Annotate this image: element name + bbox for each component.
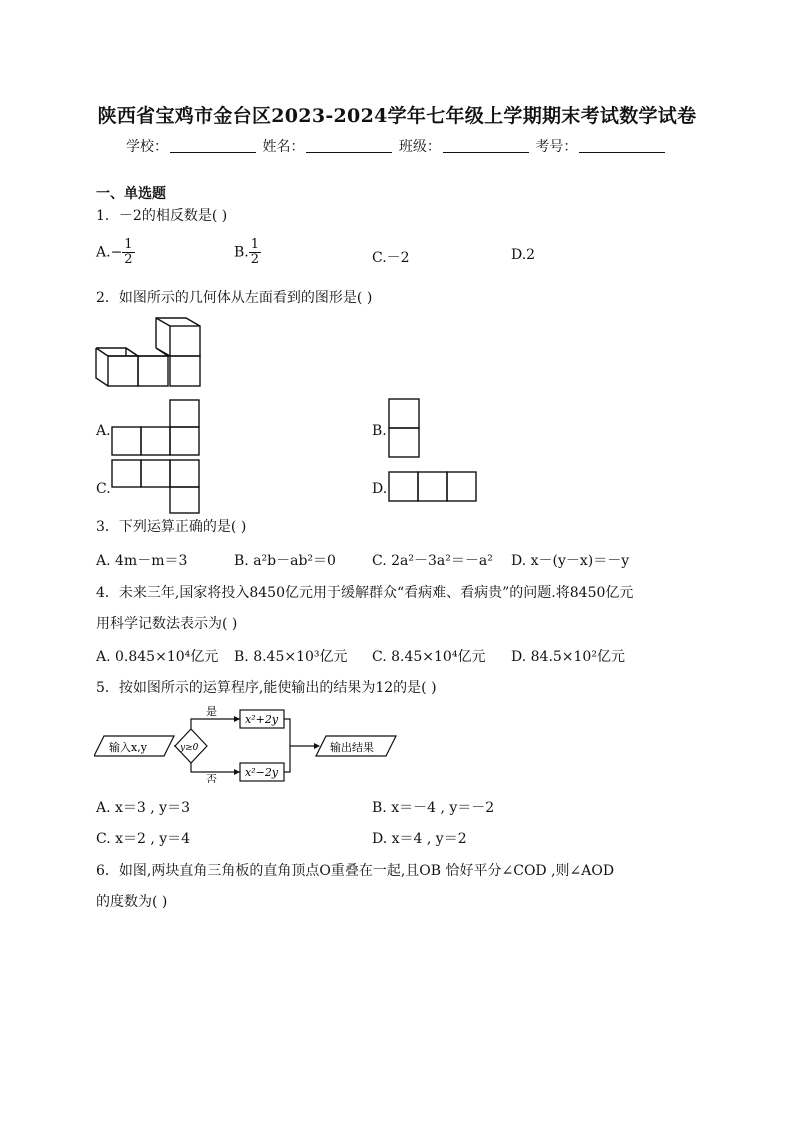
q1-option-a: A.− $\frac{1}{2}$ (96, 237, 133, 267)
class-blank (443, 152, 529, 153)
school-blank (170, 152, 256, 153)
question-5-stem: 5．按如图所示的运算程序,能使输出的结果为12的是( ) (96, 680, 437, 696)
question-4-stem-line2: 用科学记数法表示为( ) (96, 616, 238, 632)
flow-no-expr: x²−2y (245, 766, 279, 779)
q1-option-d: D.2 (511, 247, 536, 263)
student-info-line (126, 136, 667, 156)
name-label: 姓名： (262, 139, 305, 155)
number-label: 考号： (535, 139, 578, 155)
q2-option-c-figure (110, 458, 202, 516)
q5-option-c: C. x＝2 , y＝4 (96, 831, 191, 847)
q2-option-d-figure (387, 470, 479, 504)
name-blank (306, 152, 392, 153)
flow-output-text: 输出结果 (330, 741, 374, 754)
question-4-stem-line1: 4．未来三年,国家将投入8450亿元用于缓解群众“看病难、看病贵”的问题.将8450亿元 (96, 585, 634, 601)
question-1-stem: 1．－2的相反数是( ) (96, 208, 228, 224)
q2-option-a-figure (110, 399, 202, 459)
q4-option-a: A. 0.845×10⁴亿元 (96, 649, 219, 665)
q2-option-b-label: B. (372, 423, 387, 439)
q3-option-a: A. 4m－m＝3 (96, 553, 188, 569)
q1-option-b: B. $\frac{1}{2}$ (234, 237, 260, 267)
q2-option-c-label: C. (96, 481, 111, 497)
q2-option-b-figure (387, 397, 423, 459)
q3-option-c: C. 2a²－3a²＝－a² (372, 553, 493, 569)
page-title: 陕西省宝鸡市金台区2023-2024学年七年级上学期期末考试数学试卷 (97, 105, 697, 127)
question-3-stem: 3．下列运算正确的是( ) (96, 519, 247, 535)
q5-option-d: D. x＝4 , y＝2 (372, 831, 467, 847)
q3-option-b: B. a²b－ab²＝0 (234, 553, 336, 569)
q1-option-c: C.－2 (372, 250, 410, 266)
section-heading: 一、单选题 (96, 186, 166, 202)
class-label: 班级： (398, 139, 441, 155)
question-2-stem: 2．如图所示的几何体从左面看到的图形是( ) (96, 290, 373, 306)
flow-condition-text: y≥0 (180, 743, 199, 753)
flow-yes-label: 是 (206, 705, 217, 718)
flow-no-label: 否 (206, 773, 217, 783)
school-label: 学校： (126, 139, 168, 155)
question-6-stem-line1: 6．如图,两块直角三角板的直角顶点O重叠在一起,且OB 恰好平分∠COD ,则∠AOD (96, 863, 615, 879)
question-6-stem-line2: 的度数为( ) (96, 894, 168, 910)
flow-input-text: 输入x,y (109, 741, 147, 754)
q2-option-d-label: D. (372, 481, 388, 497)
q3-option-d: D. x－(y－x)＝－y (511, 553, 630, 569)
flowchart (94, 703, 404, 783)
number-blank (579, 152, 665, 153)
q4-option-c: C. 8.45×10⁴亿元 (372, 649, 486, 665)
q5-option-b: B. x＝－4 , y＝－2 (372, 800, 495, 816)
cube-solid-figure (94, 316, 204, 390)
q4-option-b: B. 8.45×10³亿元 (234, 649, 348, 665)
q4-option-d: D. 84.5×10²亿元 (511, 649, 625, 665)
flow-yes-expr: x²+2y (245, 713, 279, 726)
q2-option-a-label: A. (96, 423, 111, 439)
q5-option-a: A. x＝3 , y＝3 (96, 800, 190, 816)
